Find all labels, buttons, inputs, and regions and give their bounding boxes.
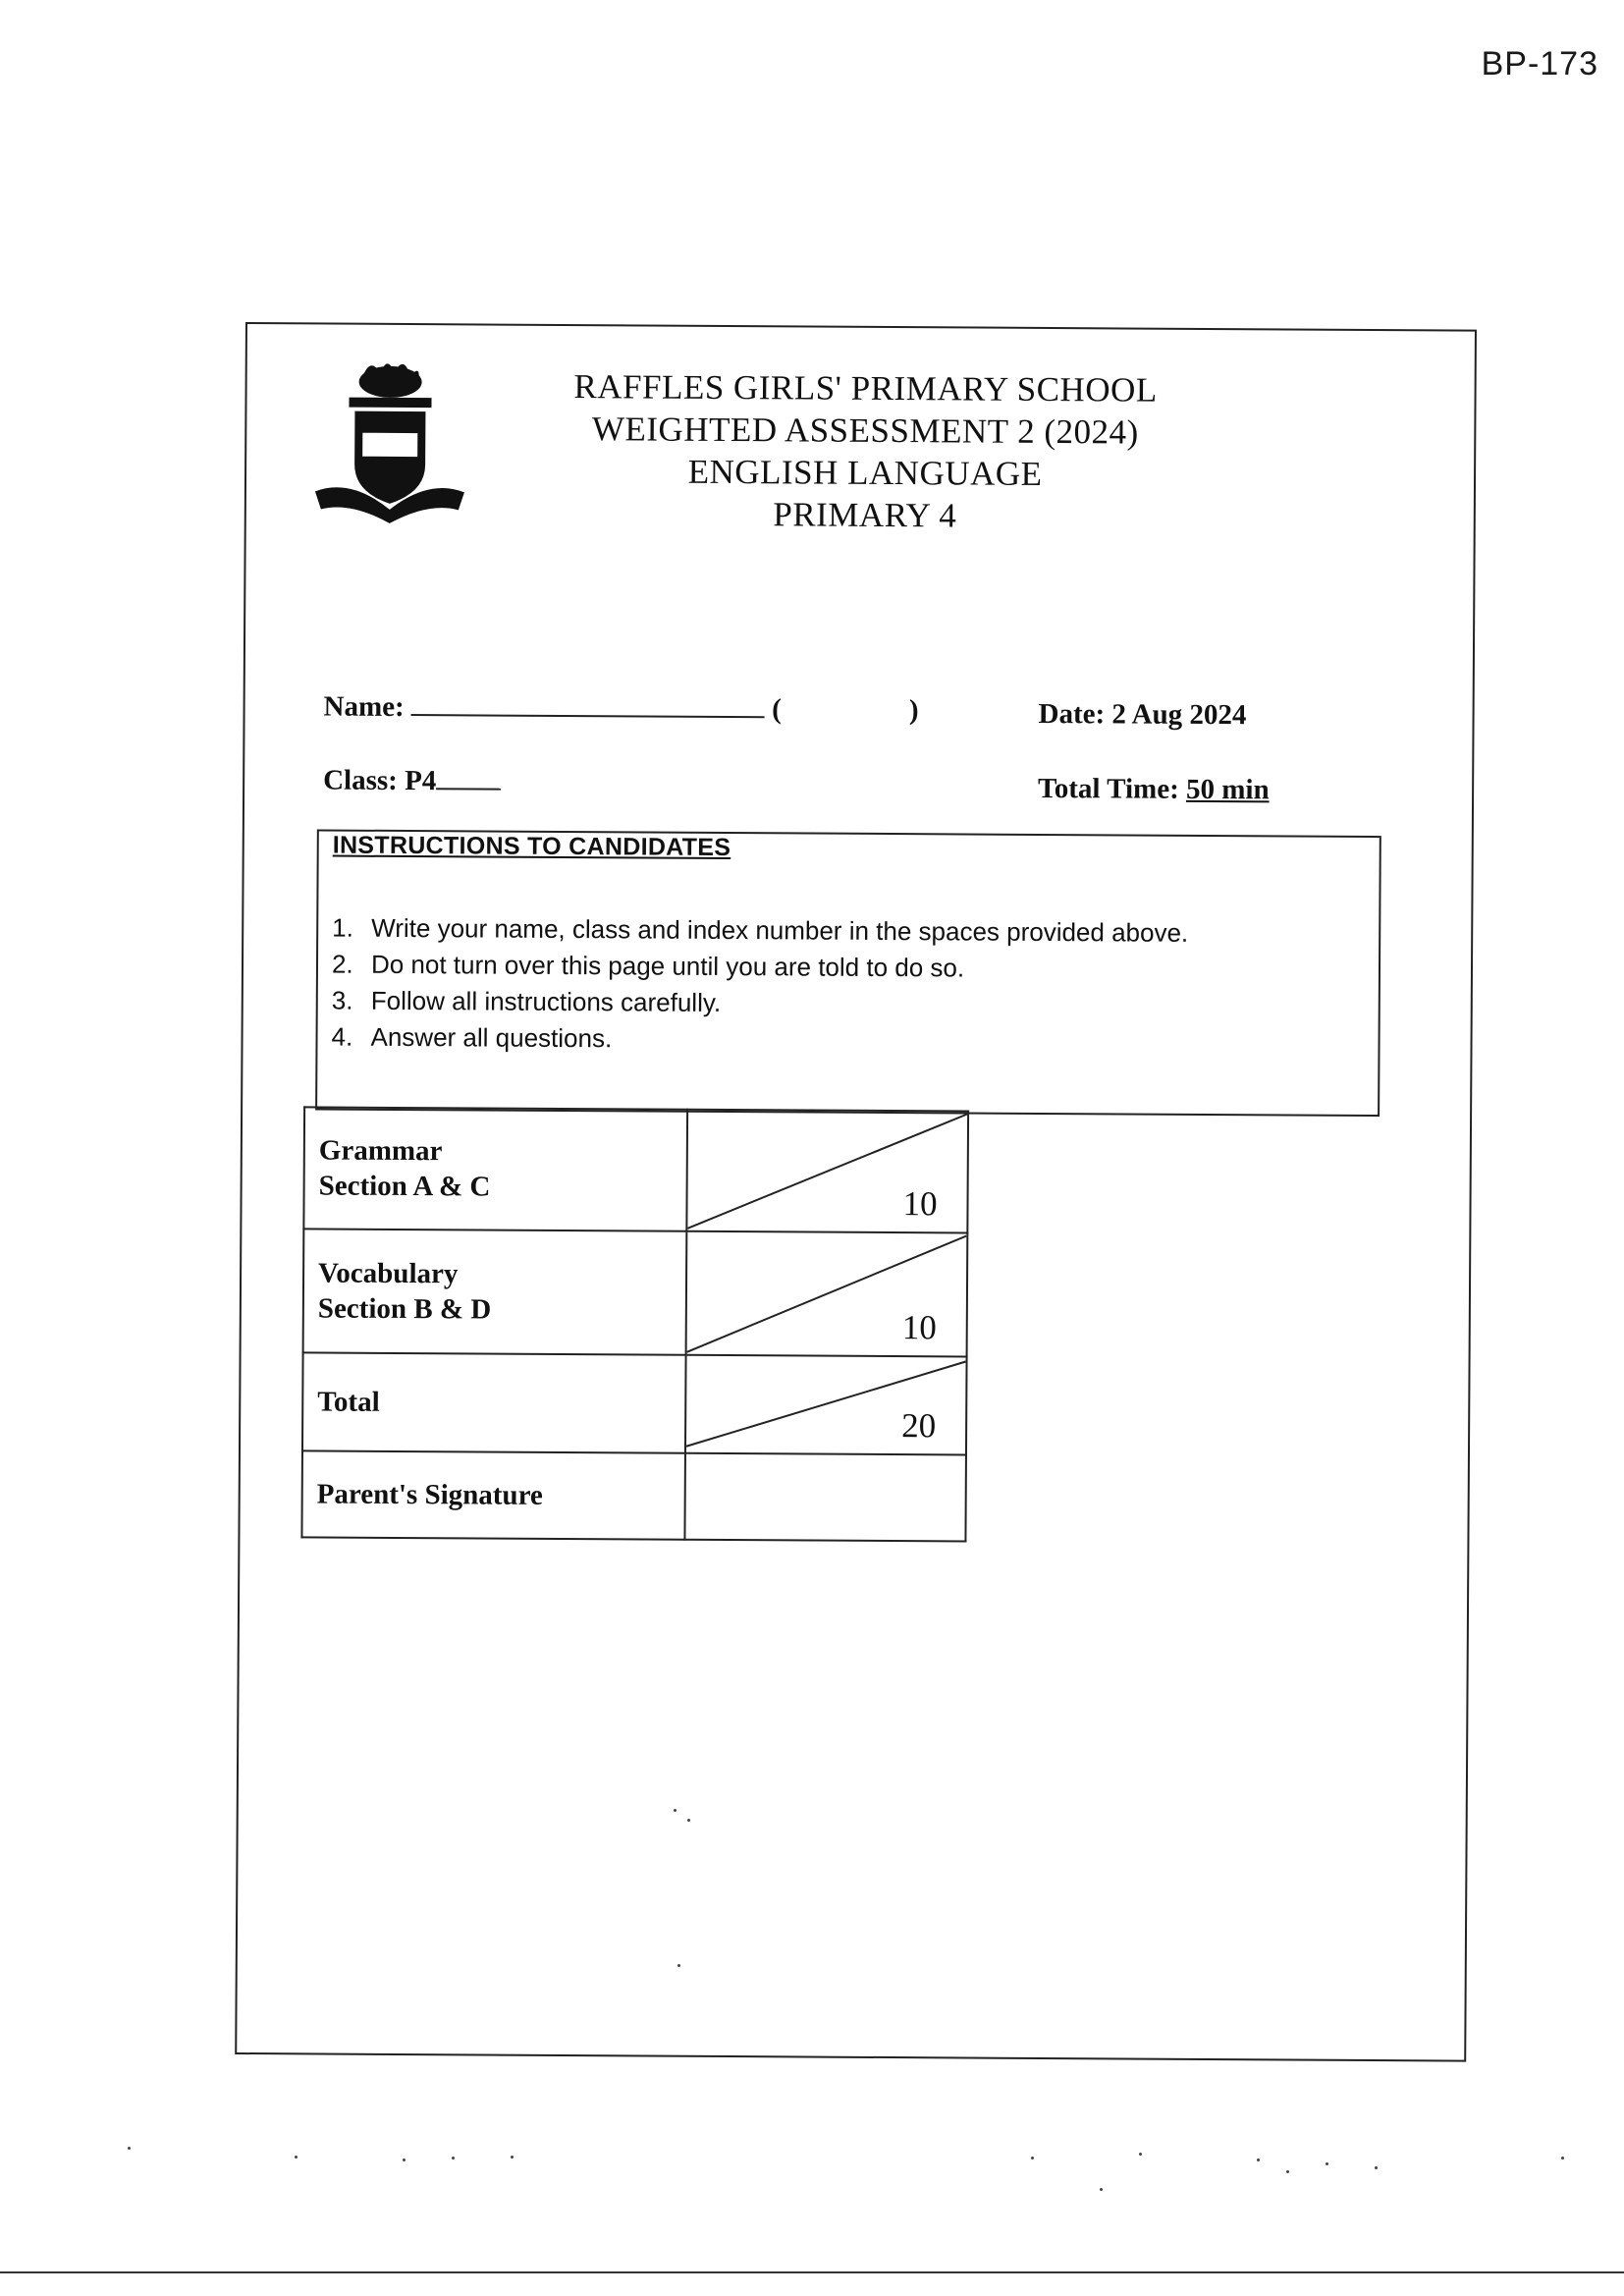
instruction-item: 4. Answer all questions. <box>331 1021 613 1054</box>
section-label: Parent's Signature <box>301 1450 685 1539</box>
bottom-rule <box>0 2271 1624 2273</box>
table-row <box>303 1107 968 1232</box>
signature-cell[interactable] <box>684 1453 966 1542</box>
class-field[interactable] <box>323 764 501 797</box>
class-blank[interactable] <box>436 766 501 790</box>
instructions-box <box>315 829 1381 1117</box>
instruction-item: 2. Do not turn over this page until you are told to do so. <box>331 949 965 983</box>
table-row <box>303 1229 968 1356</box>
time-label: Total Time: <box>1038 772 1179 805</box>
name-label: Name: <box>323 690 405 723</box>
section-label: Vocabulary Section B & D <box>303 1229 687 1354</box>
date-label: Date: <box>1038 697 1106 731</box>
section-label: Grammar Section A & C <box>303 1107 687 1230</box>
marks-table <box>300 1106 969 1542</box>
score-cell[interactable] <box>685 1355 967 1455</box>
index-blank[interactable] <box>782 718 909 719</box>
date-value: 2 Aug 2024 <box>1111 698 1247 732</box>
instructions-list <box>331 910 1188 1061</box>
max-marks: 20 <box>901 1406 937 1446</box>
school-name: RAFFLES GIRLS' PRIMARY SCHOOL <box>573 367 1158 410</box>
time-value: 50 min <box>1185 773 1270 806</box>
name-field[interactable] <box>324 689 919 727</box>
assessment-title: WEIGHTED ASSESSMENT 2 (2024) <box>591 410 1139 452</box>
cover-frame <box>235 322 1477 2062</box>
instruction-item: 3. Follow all instructions carefully. <box>331 985 722 1017</box>
score-cell[interactable] <box>686 1231 968 1357</box>
school-crest-icon <box>311 354 469 531</box>
time-field <box>1038 773 1270 806</box>
name-blank[interactable] <box>411 690 765 718</box>
instructions-title: INSTRUCTIONS TO CANDIDATES <box>332 831 731 862</box>
exam-header <box>541 365 1190 538</box>
instruction-item: 1. Write your name, class and index number in the spaces provided above. <box>332 912 1189 948</box>
section-label: Total <box>302 1352 686 1452</box>
max-marks: 10 <box>901 1308 937 1347</box>
max-marks: 10 <box>902 1184 938 1224</box>
table-row <box>301 1450 966 1541</box>
index-paren-close: ) <box>908 694 919 727</box>
class-label: Class: P4 <box>323 764 437 797</box>
score-cell[interactable] <box>686 1110 968 1233</box>
level-title: PRIMARY 4 <box>773 495 957 535</box>
date-field <box>1038 698 1246 732</box>
index-paren-open: ( <box>772 693 783 726</box>
page-code: BP-173 <box>1481 45 1598 82</box>
subject-title: ENGLISH LANGUAGE <box>687 452 1043 493</box>
table-row <box>302 1352 967 1454</box>
